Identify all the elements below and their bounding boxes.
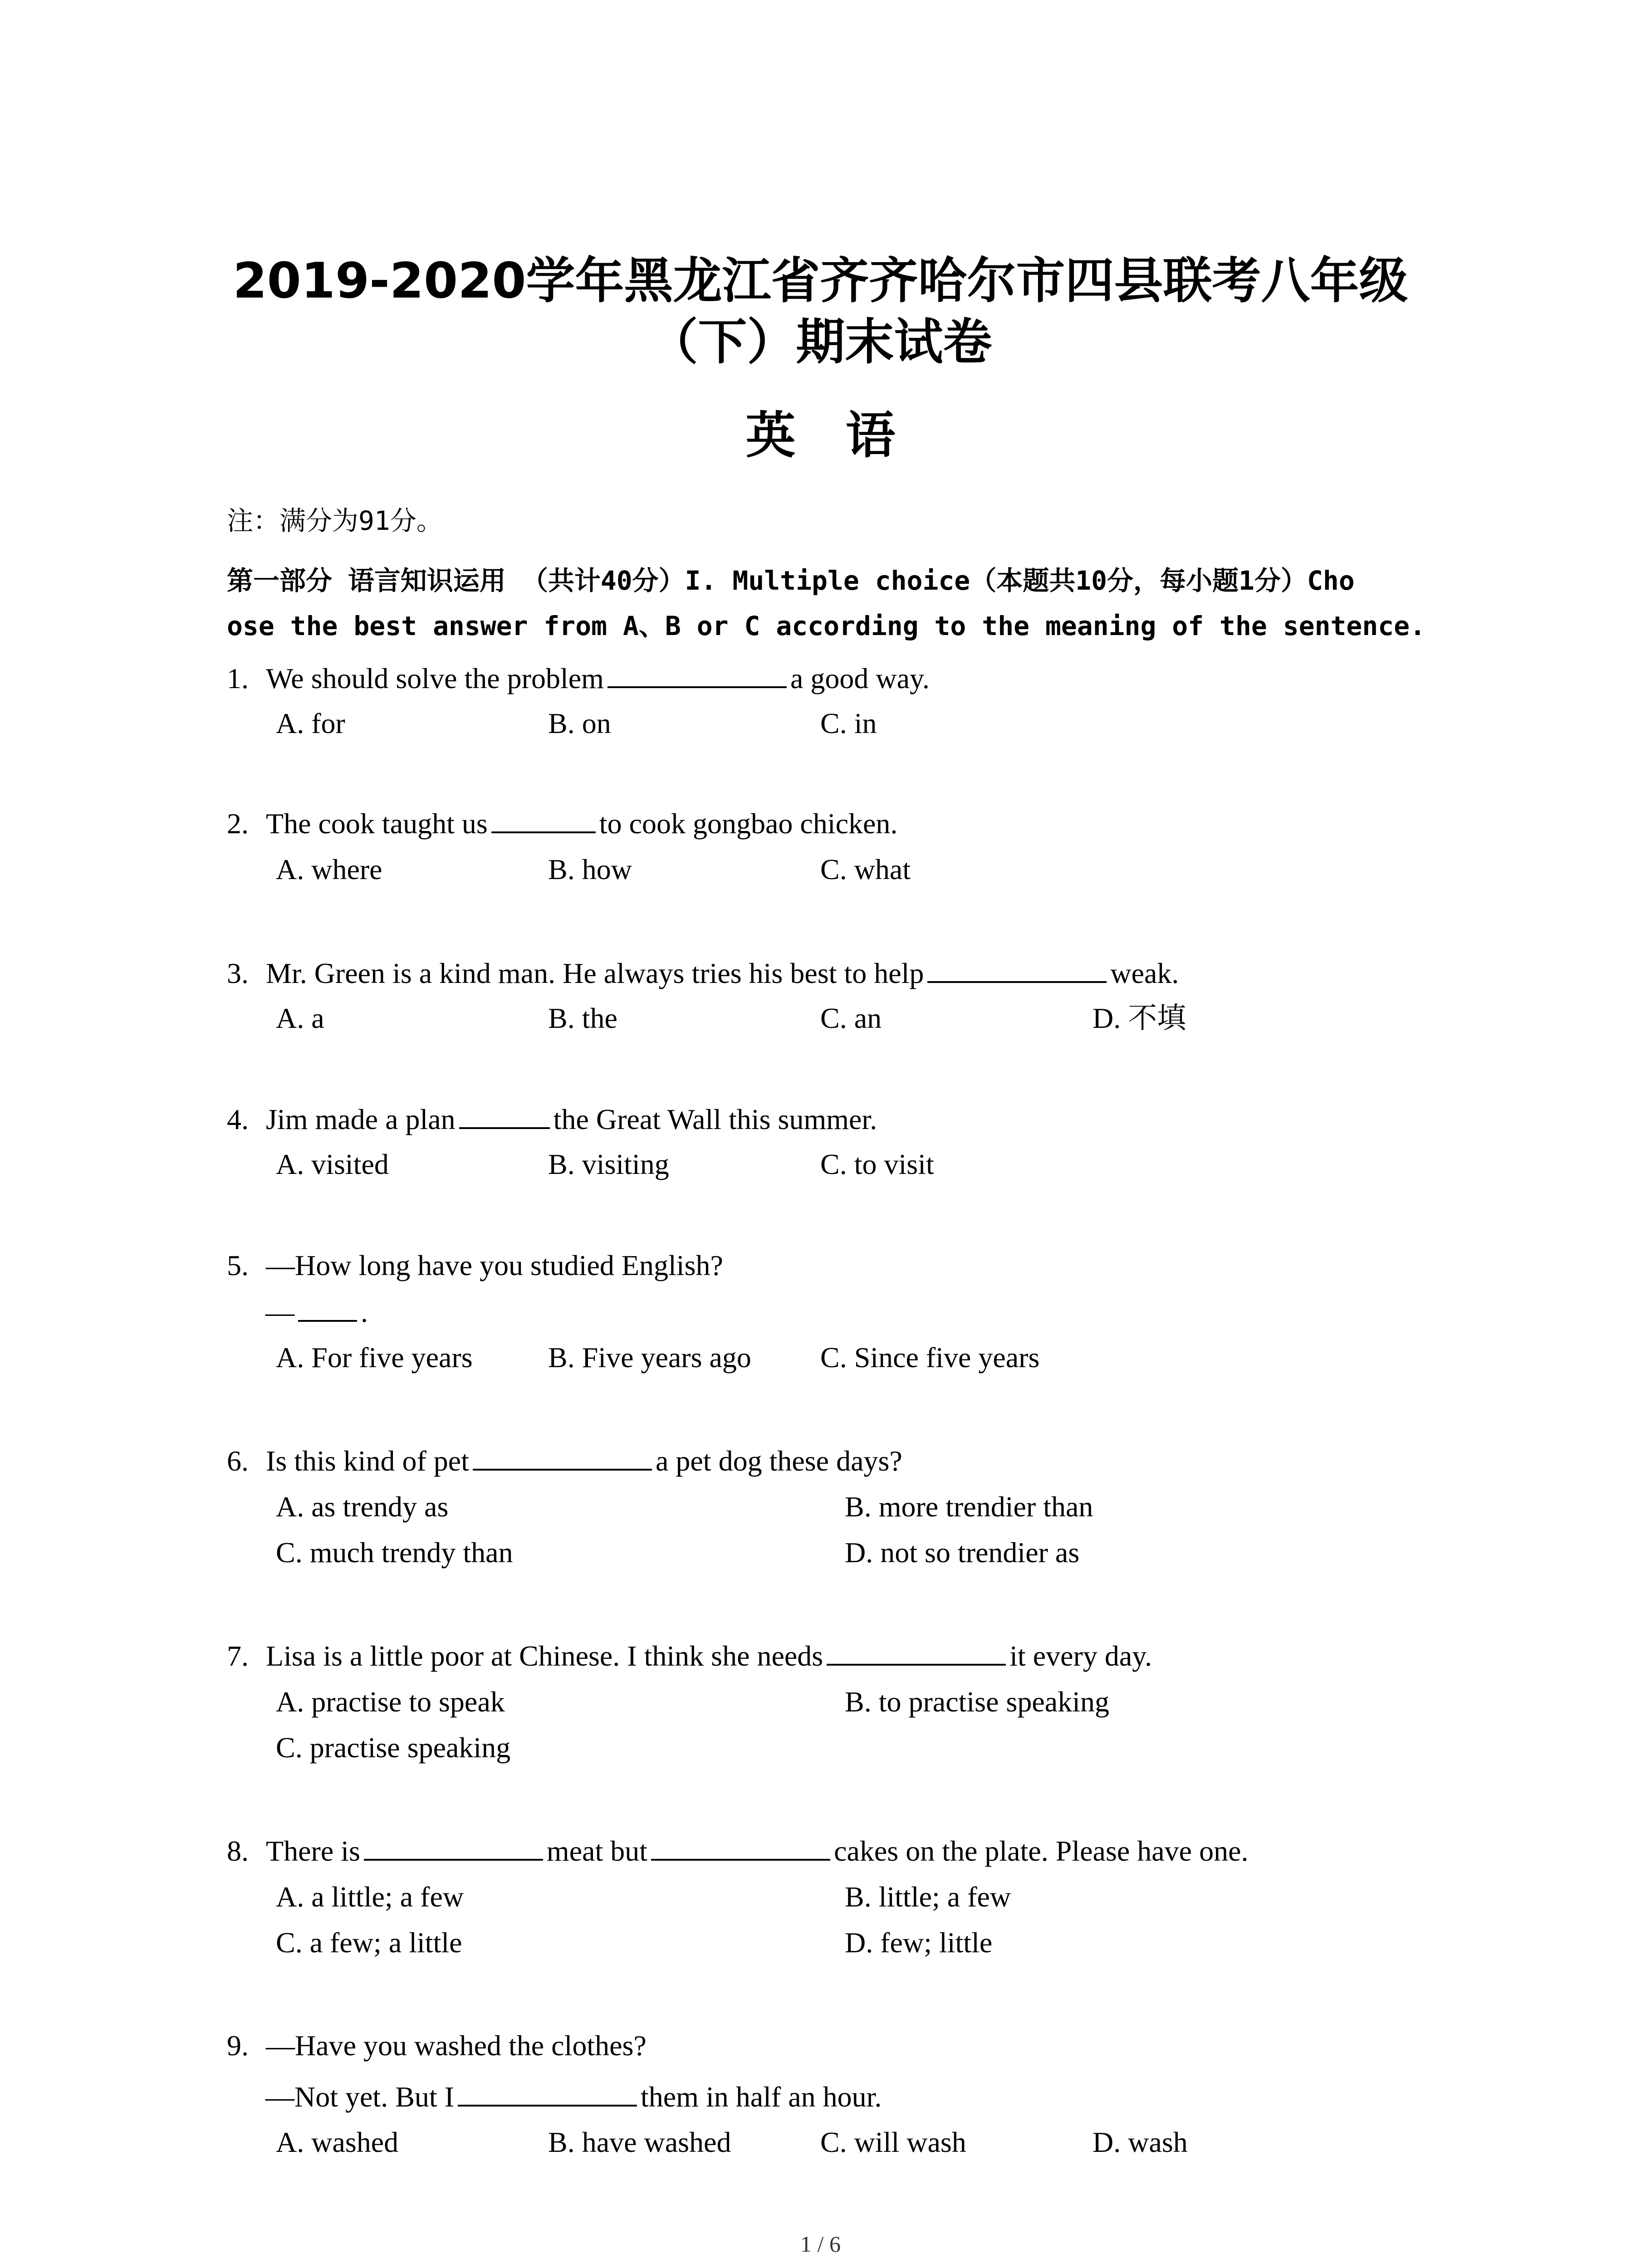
- option-a: A. washed: [276, 2126, 399, 2158]
- question-number: 2.: [227, 807, 249, 840]
- question-number: 3.: [227, 957, 249, 989]
- option-c: C. to visit: [820, 1148, 934, 1180]
- question-8: 8. There is meat but cakes on the plate. Please have one.: [227, 1833, 1248, 1869]
- answer-blank: [651, 1833, 830, 1861]
- option-b: B. have washed: [548, 2126, 731, 2158]
- answer-blank: [473, 1442, 652, 1471]
- question-number: 4.: [227, 1103, 249, 1135]
- question-number: 9.: [227, 2029, 249, 2062]
- exam-title-line1: 2019-2020学年黑龙江省齐齐哈尔市四县联考八年级: [233, 253, 1408, 309]
- answer-blank: [298, 1294, 357, 1322]
- answer-blank: [927, 955, 1107, 983]
- option-c: C. a few; a little: [276, 1926, 462, 1959]
- question-5-response-line: — .: [265, 1294, 368, 1330]
- page-number: 1 / 6: [800, 2231, 841, 2257]
- option-a: A. practise to speak: [276, 1686, 505, 1718]
- option-c: C. Since five years: [820, 1341, 1040, 1374]
- option-d: D. not so trendier as: [845, 1536, 1080, 1569]
- option-c: C. in: [820, 707, 877, 739]
- question-3: 3. Mr. Green is a kind man. He always tries his best to help weak.: [227, 955, 1179, 992]
- question-4: 4. Jim made a plan the Great Wall this summer.: [227, 1101, 877, 1138]
- question-1: 1. We should solve the problem a good way.: [227, 660, 930, 697]
- option-b: B. to practise speaking: [845, 1686, 1109, 1718]
- option-a: A. For five years: [276, 1341, 473, 1374]
- question-number: 7.: [227, 1640, 249, 1672]
- question-number: 1.: [227, 662, 249, 694]
- option-b: B. little; a few: [845, 1881, 1011, 1913]
- option-b: B. on: [548, 707, 611, 739]
- option-d: D. 不填: [1092, 1002, 1186, 1034]
- option-b: B. more trendier than: [845, 1491, 1093, 1523]
- answer-blank: [458, 2078, 637, 2107]
- answer-blank: [364, 1833, 543, 1861]
- answer-blank: [459, 1101, 550, 1129]
- question-5: 5. —How long have you studied English?: [227, 1247, 723, 1284]
- question-number: 6.: [227, 1445, 249, 1477]
- answer-blank: [491, 805, 596, 833]
- exam-title-line2: （下）期末试卷: [649, 314, 992, 371]
- option-a: A. where: [276, 853, 382, 885]
- option-b: B. visiting: [548, 1148, 669, 1180]
- answer-blank: [827, 1637, 1006, 1666]
- option-c: C. practise speaking: [276, 1731, 511, 1764]
- option-d: D. wash: [1092, 2126, 1188, 2158]
- question-9-response-line: —Not yet. But I them in half an hour.: [265, 2078, 882, 2115]
- question-7: 7. Lisa is a little poor at Chinese. I think she needs it every day.: [227, 1637, 1152, 1674]
- option-a: A. a: [276, 1002, 324, 1034]
- answer-blank: [607, 660, 787, 688]
- section-instructions-line1: 第一部分 语言知识运用 （共计40分）I. Multiple choice（本题共10分，每小题1分）Cho: [227, 565, 1355, 596]
- option-a: A. a little; a few: [276, 1881, 464, 1913]
- score-note: 注：满分为91分。: [227, 505, 443, 536]
- question-6: 6. Is this kind of pet a pet dog these days?: [227, 1442, 902, 1479]
- option-a: A. as trendy as: [276, 1491, 449, 1523]
- option-b: B. Five years ago: [548, 1341, 751, 1374]
- option-b: B. how: [548, 853, 632, 885]
- subject-heading: 英语: [745, 406, 945, 464]
- option-a: A. visited: [276, 1148, 389, 1180]
- question-9: 9. —Have you washed the clothes?: [227, 2028, 647, 2064]
- option-c: C. much trendy than: [276, 1536, 513, 1569]
- option-b: B. the: [548, 1002, 617, 1034]
- section-instructions-line2: ose the best answer from A、B or C according to the meaning of the sentence.: [227, 611, 1426, 641]
- question-number: 8.: [227, 1835, 249, 1867]
- option-a: A. for: [276, 707, 345, 739]
- question-number: 5.: [227, 1249, 249, 1281]
- option-d: D. few; little: [845, 1926, 993, 1959]
- option-c: C. an: [820, 1002, 882, 1034]
- option-c: C. will wash: [820, 2126, 966, 2158]
- option-c: C. what: [820, 853, 911, 885]
- question-2: 2. The cook taught us to cook gongbao chicken.: [227, 805, 897, 842]
